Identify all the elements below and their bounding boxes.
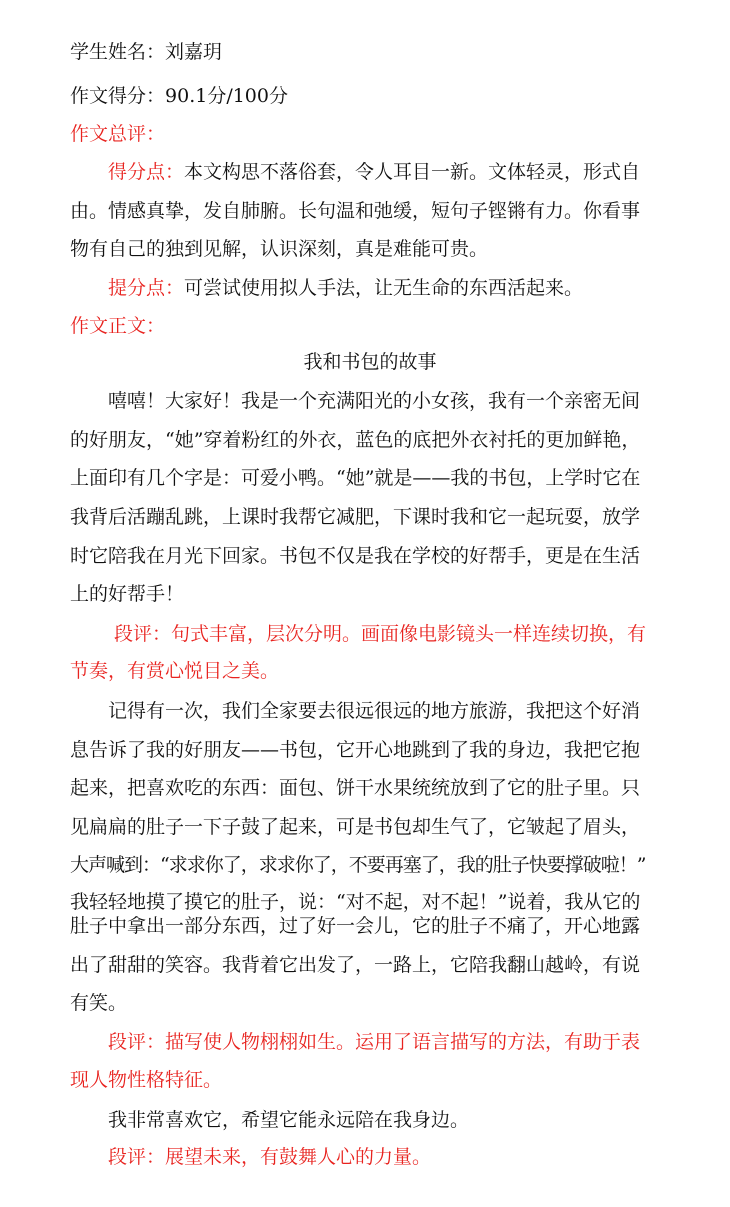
- paragraph-line: 有笑。: [70, 992, 128, 1014]
- paragraph-line: 上的好帮手！: [70, 583, 185, 605]
- comment-line: 段评：句式丰富，层次分明。画面像电影镜头一样连续切换，有: [114, 623, 647, 645]
- paragraph-line: 时它陪我在月光下回家。书包不仅是我在学校的好帮手，更是在生活: [70, 545, 641, 567]
- improve-label: 提分点：: [108, 277, 185, 299]
- student-name: [70, 40, 632, 64]
- paragraph-line: 记得有一次，我们全家要去很远很远的地方旅游，我把这个好消: [108, 700, 641, 722]
- paragraph-line: 我背后活蹦乱跳，上课时我帮它减肥，下课时我和它一起玩耍，放学: [70, 506, 641, 528]
- improve-text: 可尝试使用拟人手法，让无生命的东西活起来。: [184, 277, 584, 299]
- paragraph-line: 我轻轻地摸了摸它的肚子，说：“对不起，对不起！”说着，我从它的: [70, 891, 641, 913]
- paragraph-line: 的好朋友，“她”穿着粉红的外衣，蓝色的底把外衣衬托的更加鲜艳，: [70, 429, 641, 451]
- comment-line: 段评：展望未来，有鼓舞人心的力量。: [108, 1146, 432, 1168]
- essay-heading: 作文正文：: [70, 315, 166, 337]
- strengths-label: 得分点：: [108, 161, 185, 183]
- paragraph-line: 出了甜甜的笑容。我背着它出发了，一路上，它陪我翻山越岭，有说: [70, 954, 641, 976]
- score-value: 90.1分/100分: [165, 85, 288, 107]
- essay-score: [70, 84, 632, 108]
- essay-title: 我和书包的故事: [303, 351, 437, 373]
- paragraph-line: 嘻嘻！大家好！我是一个充满阳光的小女孩，我有一个亲密无间: [108, 390, 641, 412]
- paragraph-line: 上面印有几个字是：可爱小鸭。“她”就是——我的书包，上学时它在: [70, 467, 641, 489]
- paragraph-line: 我非常喜欢它，希望它能永远陪在我身边。: [108, 1109, 470, 1131]
- paragraph-line: 息告诉了我的好朋友——书包，它开心地跳到了我的身边，我把它抱: [70, 739, 641, 761]
- strengths-line: 物有自己的独到见解，认识深刻，真是难能可贵。: [70, 238, 489, 260]
- strengths-line: [108, 160, 641, 184]
- strengths-text: 本文构思不落俗套，令人耳目一新。文体轻灵，形式自: [184, 161, 641, 183]
- name-label: 学生姓名：: [70, 41, 166, 63]
- paragraph-line: 见扁扁的肚子一下子鼓了起来，可是书包却生气了，它皱起了眉头，: [70, 816, 641, 838]
- review-heading: 作文总评：: [70, 123, 166, 145]
- comment-line: 段评：描写使人物栩栩如生。运用了语言描写的方法，有助于表: [108, 1031, 641, 1053]
- score-label: 作文得分：: [70, 85, 166, 107]
- paragraph-line: 大声喊到：“求求你了，求求你了，不要再塞了，我的肚子快要撑破啦！”: [70, 854, 646, 876]
- paragraph-line: 肚子中拿出一部分东西，过了好一会儿，它的肚子不痛了，开心地露: [70, 915, 641, 937]
- improve-line: [108, 276, 632, 300]
- strengths-line: 由。情感真挚，发自肺腑。长句温和弛缓，短句子铿锵有力。你看事: [70, 200, 641, 222]
- name-value: 刘嘉玥: [165, 41, 223, 63]
- paragraph-line: 起来，把喜欢吃的东西：面包、饼干水果统统放到了它的肚子里。只: [70, 777, 641, 799]
- comment-line: 节奏，有赏心悦目之美。: [70, 660, 280, 682]
- comment-line: 现人物性格特征。: [70, 1069, 223, 1091]
